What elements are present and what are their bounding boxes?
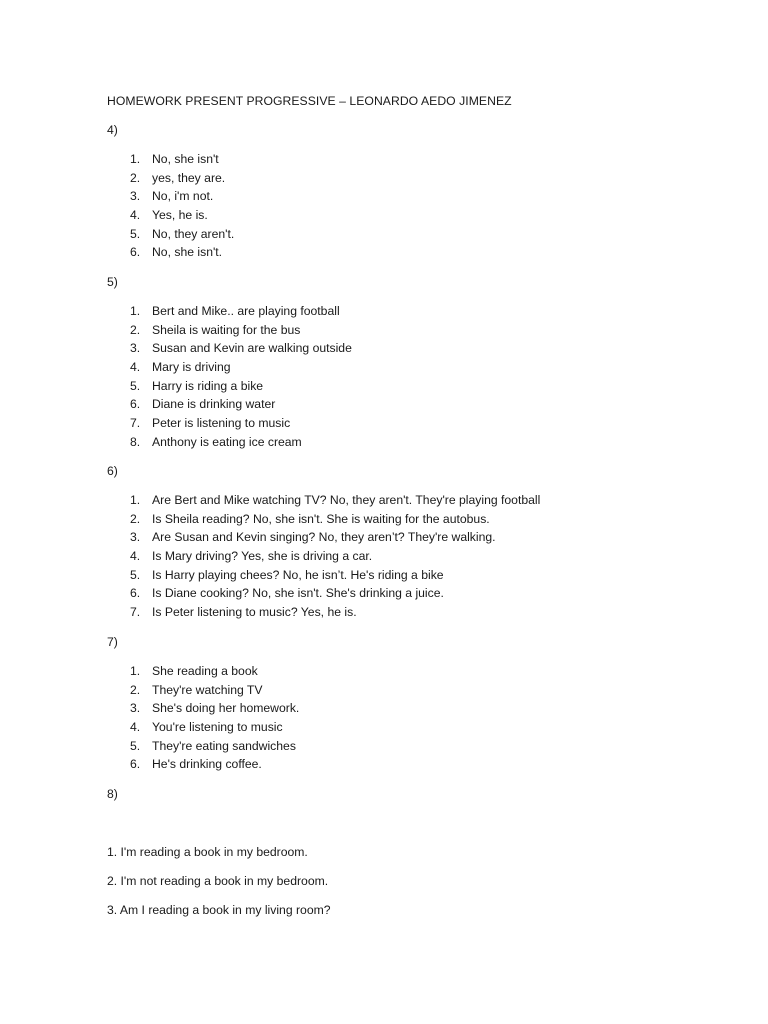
list-text: She reading a book xyxy=(152,664,258,678)
list-number: 2. xyxy=(130,682,141,697)
list-text: Sheila is waiting for the bus xyxy=(152,322,301,337)
list-text: No, i'm not. xyxy=(152,189,214,204)
list-text: Susan and Kevin are walking outside xyxy=(152,341,352,356)
list-text: Is Peter listening to music? Yes, he is. xyxy=(152,605,357,620)
list-text: Diane is drinking water xyxy=(152,397,276,412)
list-text: She's doing her homework. xyxy=(152,701,300,716)
list-text: They're eating sandwiches xyxy=(152,738,296,753)
list-text: No, they aren't. xyxy=(152,226,235,241)
list-number: 6. xyxy=(130,245,141,260)
section-6-heading: 6) xyxy=(107,464,118,478)
list-number: 5. xyxy=(130,567,141,582)
list-number: 6. xyxy=(130,757,141,772)
list-text: Yes, he is. xyxy=(152,208,208,223)
list-number: 1. xyxy=(130,493,141,507)
list-number: 4. xyxy=(130,360,141,375)
list-text: Harry is riding a bike xyxy=(152,378,264,393)
section-4-heading: 4) xyxy=(107,123,118,137)
list-text: Anthony is eating ice cream xyxy=(152,434,302,449)
list-number: 8. xyxy=(130,434,141,449)
list-text: Is Sheila reading? No, she isn't. She is waiting for the autobus. xyxy=(152,511,490,526)
list-number: 3. xyxy=(130,530,141,545)
section-8-line: 2. I'm not reading a book in my bedroom. xyxy=(107,874,329,888)
list-number: 3. xyxy=(130,701,141,716)
list-number: 3. xyxy=(130,189,141,204)
list-number: 2. xyxy=(130,511,141,526)
list-text: They're watching TV xyxy=(152,682,263,697)
list-text: Is Harry playing chees? No, he isn’t. He's riding a bike xyxy=(152,567,444,582)
list-text: You're listening to music xyxy=(152,720,283,735)
list-text: Are Bert and Mike watching TV? No, they aren't. They're playing football xyxy=(152,493,541,507)
document-title: HOMEWORK PRESENT PROGRESSIVE – LEONARDO AEDO JIMENEZ xyxy=(107,94,512,108)
list-text: No, she isn't xyxy=(152,152,219,166)
list-number: 1. xyxy=(130,664,141,678)
list-number: 1. xyxy=(130,152,141,166)
section-5-heading: 5) xyxy=(107,275,118,289)
section-8-line: 3. Am I reading a book in my living room? xyxy=(107,903,331,917)
list-text: Are Susan and Kevin singing? No, they aren’t? They're walking. xyxy=(152,530,496,545)
section-8-heading: 8) xyxy=(107,787,118,801)
list-text: Is Mary driving? Yes, she is driving a car. xyxy=(152,549,373,564)
list-number: 5. xyxy=(130,226,141,241)
list-number: 5. xyxy=(130,378,141,393)
list-number: 6. xyxy=(130,586,141,601)
list-number: 6. xyxy=(130,397,141,412)
section-7-heading: 7) xyxy=(107,635,118,649)
list-number: 7. xyxy=(130,416,141,431)
section-8-line: 1. I'm reading a book in my bedroom. xyxy=(107,845,308,859)
list-number: 4. xyxy=(130,720,141,735)
list-number: 3. xyxy=(130,341,141,356)
list-number: 7. xyxy=(130,605,141,620)
list-number: 5. xyxy=(130,738,141,753)
list-text: No, she isn't. xyxy=(152,245,223,260)
list-text: Mary is driving xyxy=(152,360,231,375)
list-text: He's drinking coffee. xyxy=(152,757,262,772)
list-text: Is Diane cooking? No, she isn't. She's drinking a juice. xyxy=(152,586,444,601)
list-number: 2. xyxy=(130,322,141,337)
list-number: 4. xyxy=(130,549,141,564)
list-number: 4. xyxy=(130,208,141,223)
list-text: Bert and Mike.. are playing football xyxy=(152,304,340,318)
list-text: yes, they are. xyxy=(152,170,226,185)
list-number: 1. xyxy=(130,304,141,318)
list-number: 2. xyxy=(130,170,141,185)
list-text: Peter is listening to music xyxy=(152,416,291,431)
